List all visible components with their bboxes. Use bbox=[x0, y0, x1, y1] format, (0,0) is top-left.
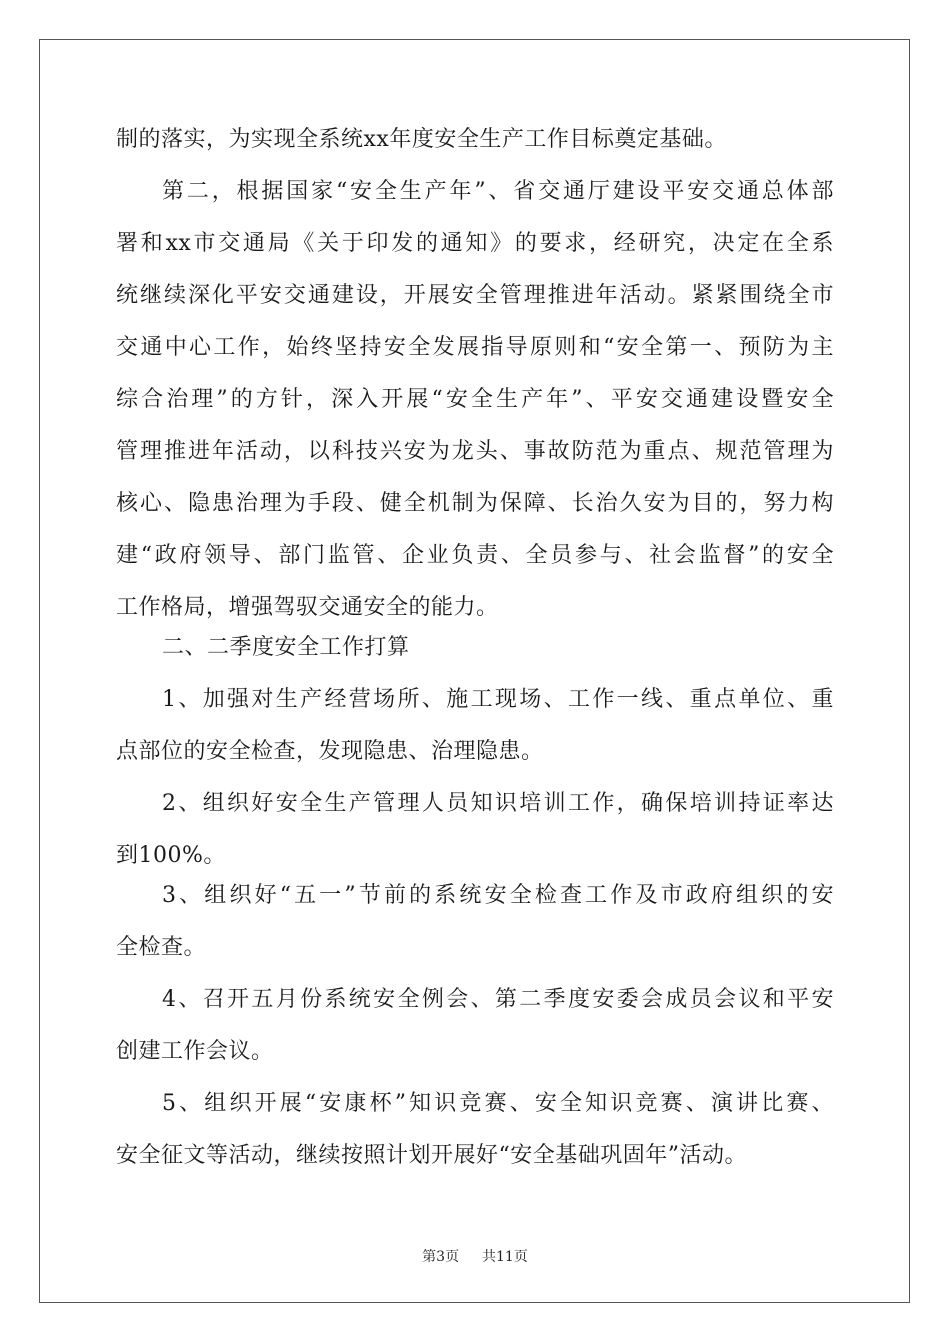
text-line: 管理推进年活动，以科技兴安为龙头、事故防范为重点、规范管理为 bbox=[116, 439, 834, 464]
text-line: 核心、隐患治理为手段、健全机制为保障、长治久安为目的，努力构 bbox=[116, 491, 834, 516]
text-line: 2、组织好安全生产管理人员知识培训工作，确保培训持证率达 bbox=[162, 791, 834, 816]
text-line: 创建工作会议。 bbox=[116, 1039, 274, 1064]
text-line: 全检查。 bbox=[116, 935, 207, 960]
text-line: 4、召开五月份系统安全例会、第二季度安委会成员会议和平安 bbox=[162, 987, 834, 1012]
page-total: 共11页 bbox=[482, 1249, 528, 1265]
text-line: 第二，根据国家“安全生产年”、省交通厅建设平安交通总体部 bbox=[162, 179, 834, 204]
text-line: 3、组织好“五一”节前的系统安全检查工作及市政府组织的安 bbox=[162, 883, 834, 908]
text-line: 到100%。 bbox=[116, 843, 226, 868]
text-line: 统继续深化平安交通建设，开展安全管理推进年活动。紧紧围绕全市 bbox=[116, 283, 834, 308]
text-line: 建“政府领导、部门监管、企业负责、全员参与、社会监督”的安全 bbox=[116, 543, 834, 568]
page-number: 第3页 bbox=[422, 1249, 460, 1265]
text-line: 1、加强对生产经营场所、施工现场、工作一线、重点单位、重 bbox=[162, 687, 834, 712]
page-footer bbox=[0, 1246, 950, 1266]
text-line: 制的落实，为实现全系统xx年度安全生产工作目标奠定基础。 bbox=[116, 127, 727, 152]
text-line: 点部位的安全检查，发现隐患、治理隐患。 bbox=[116, 739, 544, 764]
text-line: 安全征文等活动，继续按照计划开展好“安全基础巩固年”活动。 bbox=[116, 1143, 747, 1168]
section-heading: 二、二季度安全工作打算 bbox=[162, 635, 410, 660]
text-line: 综合治理”的方针，深入开展“安全生产年”、平安交通建设暨安全 bbox=[116, 387, 834, 412]
text-line: 5、组织开展“安康杯”知识竞赛、安全知识竞赛、演讲比赛、 bbox=[162, 1091, 834, 1116]
text-line: 交通中心工作，始终坚持安全发展指导原则和“安全第一、预防为主 bbox=[116, 335, 834, 360]
text-line: 工作格局，增强驾驭交通安全的能力。 bbox=[116, 595, 499, 620]
text-line: 署和xx市交通局《关于印发的通知》的要求，经研究，决定在全系 bbox=[116, 231, 834, 256]
